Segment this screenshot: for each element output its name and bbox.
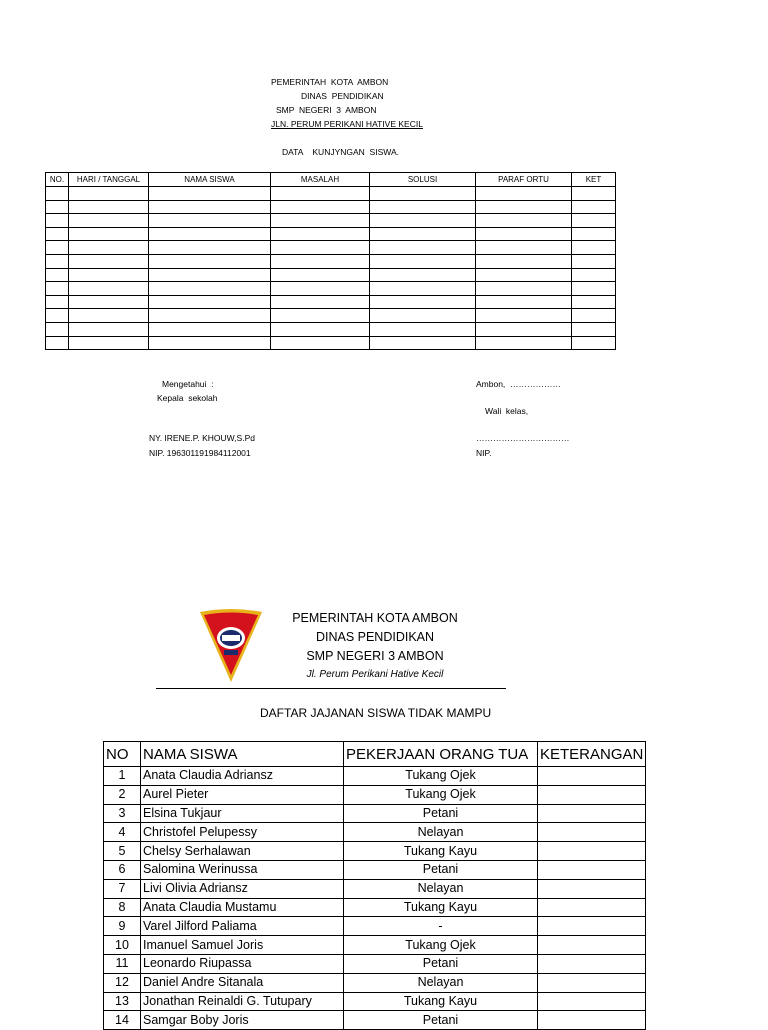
- remarks: [538, 954, 646, 973]
- visit-table-cell: [370, 282, 476, 296]
- table-row: [104, 842, 646, 861]
- visit-table-cell: [572, 254, 616, 268]
- visit-table-cell: [271, 295, 370, 309]
- remarks: [538, 785, 646, 804]
- visit-table-cell: [476, 282, 572, 296]
- student-name: Anata Claudia Mustamu: [141, 898, 344, 917]
- visit-table-cell: [46, 295, 69, 309]
- visit-table-cell: [572, 295, 616, 309]
- visit-table-cell: [46, 254, 69, 268]
- visit-table-cell: [572, 309, 616, 323]
- student-name: Jonathan Reinaldi G. Tutupary: [141, 992, 344, 1011]
- visit-table-cell: [46, 241, 69, 255]
- visit-table-cell: [271, 309, 370, 323]
- visit-table-row: [46, 200, 616, 214]
- visit-table-cell: [149, 241, 271, 255]
- visit-table-cell: [370, 241, 476, 255]
- col-parent-sign: PARAF ORTU: [476, 173, 572, 187]
- visit-table-cell: [271, 200, 370, 214]
- row-number: 9: [104, 917, 141, 936]
- parent-job: Petani: [344, 804, 538, 823]
- row-number: 3: [104, 804, 141, 823]
- student-name: Salomina Werinussa: [141, 860, 344, 879]
- visit-table-cell: [149, 254, 271, 268]
- visit-table-cell: [476, 309, 572, 323]
- visit-table-row: [46, 309, 616, 323]
- letterhead-line2: DINAS PENDIDIKAN: [301, 91, 384, 101]
- student-name: Aurel Pieter: [141, 785, 344, 804]
- row-number: 14: [104, 1011, 141, 1030]
- visit-table-cell: [69, 187, 149, 201]
- student-name: Anata Claudia Adriansz: [141, 767, 344, 786]
- homeroom-name: ……………………………: [476, 433, 570, 443]
- table-row: [104, 973, 646, 992]
- visit-table-cell: [572, 187, 616, 201]
- visit-table-cell: [271, 254, 370, 268]
- parent-job: Nelayan: [344, 823, 538, 842]
- visit-table-row: [46, 282, 616, 296]
- col-problem: MASALAH: [271, 173, 370, 187]
- visit-table-cell: [370, 214, 476, 228]
- row-number: 12: [104, 973, 141, 992]
- visit-table-row: [46, 187, 616, 201]
- student-name: Leonardo Riupassa: [141, 954, 344, 973]
- parent-job: Petani: [344, 860, 538, 879]
- table-row: [104, 1011, 646, 1030]
- remarks: [538, 898, 646, 917]
- student-name: Christofel Pelupessy: [141, 823, 344, 842]
- visit-table-cell: [572, 282, 616, 296]
- visit-table-cell: [149, 295, 271, 309]
- remarks: [538, 992, 646, 1011]
- visit-table-cell: [476, 187, 572, 201]
- letterhead-line3: SMP NEGERI 3 AMBON: [276, 105, 377, 115]
- remarks: [538, 879, 646, 898]
- parent-job: Tukang Ojek: [344, 936, 538, 955]
- visit-table-cell: [69, 336, 149, 350]
- table-row: [104, 954, 646, 973]
- student-name: Varel Jilford Paliama: [141, 917, 344, 936]
- visit-table-cell: [572, 227, 616, 241]
- col-date: HARI / TANGGAL: [69, 173, 149, 187]
- visit-table-cell: [572, 214, 616, 228]
- remarks: [538, 767, 646, 786]
- col-no: NO.: [46, 173, 69, 187]
- letterhead-divider: [156, 688, 506, 689]
- visit-table-cell: [149, 227, 271, 241]
- visit-table-cell: [46, 200, 69, 214]
- visit-table-cell: [46, 268, 69, 282]
- parent-job: Nelayan: [344, 973, 538, 992]
- parent-job: -: [344, 917, 538, 936]
- visit-table-cell: [271, 268, 370, 282]
- visit-table-cell: [370, 254, 476, 268]
- table-row: [104, 767, 646, 786]
- visit-table-cell: [149, 200, 271, 214]
- col-remarks: KETERANGAN: [538, 742, 646, 767]
- visit-table-cell: [370, 187, 476, 201]
- col-no: NO: [104, 742, 141, 767]
- parent-job: Nelayan: [344, 879, 538, 898]
- visit-table-row: [46, 227, 616, 241]
- visit-table-cell: [149, 282, 271, 296]
- letterhead-address: JLN. PERUM PERIKANI HATIVE KECIL: [271, 119, 423, 129]
- table-row: [104, 898, 646, 917]
- letterhead2-line1: PEMERINTAH KOTA AMBON: [292, 611, 458, 625]
- col-solution: SOLUSI: [370, 173, 476, 187]
- remarks: [538, 842, 646, 861]
- student-list-table: [103, 741, 646, 1030]
- table-row: [104, 992, 646, 1011]
- row-number: 10: [104, 936, 141, 955]
- parent-job: Tukang Kayu: [344, 898, 538, 917]
- col-note: KET: [572, 173, 616, 187]
- student-name: Livi Olivia Adriansz: [141, 879, 344, 898]
- visit-table-cell: [69, 268, 149, 282]
- list-title: DAFTAR JAJANAN SISWA TIDAK MAMPU: [260, 706, 492, 720]
- visit-table-cell: [476, 322, 572, 336]
- row-number: 2: [104, 785, 141, 804]
- visit-table-cell: [271, 187, 370, 201]
- student-name: Chelsy Serhalawan: [141, 842, 344, 861]
- remarks: [538, 936, 646, 955]
- visit-table-cell: [271, 282, 370, 296]
- visit-table-cell: [271, 227, 370, 241]
- visit-table-cell: [69, 309, 149, 323]
- visit-table: [45, 172, 616, 350]
- visit-table-cell: [149, 336, 271, 350]
- visit-table-cell: [149, 214, 271, 228]
- col-student-name: NAMA SISWA: [141, 742, 344, 767]
- visit-table-row: [46, 336, 616, 350]
- known-label: Mengetahui :: [162, 379, 214, 389]
- visit-table-row: [46, 254, 616, 268]
- head-name: NY. IRENE.P. KHOUW,S.Pd: [149, 433, 255, 443]
- remarks: [538, 823, 646, 842]
- remarks: [538, 917, 646, 936]
- visit-table-cell: [149, 309, 271, 323]
- visit-table-cell: [69, 227, 149, 241]
- visit-table-cell: [476, 214, 572, 228]
- visit-table-cell: [476, 227, 572, 241]
- letterhead2-line3: SMP NEGERI 3 AMBON: [306, 649, 444, 663]
- visit-table-row: [46, 322, 616, 336]
- visit-table-cell: [370, 309, 476, 323]
- visit-table-cell: [271, 336, 370, 350]
- parent-job: Tukang Kayu: [344, 842, 538, 861]
- parent-job: Tukang Ojek: [344, 785, 538, 804]
- visit-title: DATA KUNJYNGAN SISWA.: [282, 147, 399, 157]
- row-number: 4: [104, 823, 141, 842]
- school-emblem-logo: [198, 608, 264, 684]
- visit-table-cell: [46, 282, 69, 296]
- row-number: 7: [104, 879, 141, 898]
- letterhead2-address: Jl. Perum Perikani Hative Kecil: [306, 669, 444, 680]
- visit-table-cell: [69, 322, 149, 336]
- row-number: 5: [104, 842, 141, 861]
- table-row: [104, 879, 646, 898]
- student-name: Samgar Boby Joris: [141, 1011, 344, 1030]
- visit-table-cell: [69, 295, 149, 309]
- visit-table-cell: [370, 295, 476, 309]
- parent-job: Tukang Kayu: [344, 992, 538, 1011]
- row-number: 8: [104, 898, 141, 917]
- visit-table-row: [46, 214, 616, 228]
- table-row: [104, 785, 646, 804]
- place-date: Ambon, ………………: [476, 379, 562, 389]
- table-row: [104, 804, 646, 823]
- visit-table-cell: [46, 309, 69, 323]
- visit-table-cell: [46, 336, 69, 350]
- visit-table-cell: [370, 268, 476, 282]
- head-nip: NIP. 196301191984112001: [149, 448, 251, 458]
- visit-table-row: [46, 241, 616, 255]
- remarks: [538, 804, 646, 823]
- visit-table-cell: [46, 214, 69, 228]
- visit-table-cell: [572, 268, 616, 282]
- visit-table-cell: [476, 254, 572, 268]
- student-name: Elsina Tukjaur: [141, 804, 344, 823]
- visit-table-cell: [370, 322, 476, 336]
- table-row: [104, 823, 646, 842]
- visit-table-header: [46, 173, 616, 187]
- letterhead2-line2: DINAS PENDIDIKAN: [315, 630, 435, 644]
- visit-table-row: [46, 268, 616, 282]
- visit-table-cell: [476, 241, 572, 255]
- letterhead-line1: PEMERINTAH KOTA AMBON: [271, 77, 389, 87]
- visit-table-cell: [370, 200, 476, 214]
- row-number: 1: [104, 767, 141, 786]
- remarks: [538, 1011, 646, 1030]
- col-student-name: NAMA SISWA: [149, 173, 271, 187]
- visit-table-cell: [149, 268, 271, 282]
- parent-job: Petani: [344, 1011, 538, 1030]
- visit-table-cell: [69, 241, 149, 255]
- table-row: [104, 860, 646, 879]
- visit-table-cell: [572, 241, 616, 255]
- student-name: Daniel Andre Sitanala: [141, 973, 344, 992]
- parent-job: Petani: [344, 954, 538, 973]
- visit-table-cell: [370, 227, 476, 241]
- visit-table-cell: [476, 295, 572, 309]
- student-name: Imanuel Samuel Joris: [141, 936, 344, 955]
- col-parent-job: PEKERJAAN ORANG TUA: [344, 742, 538, 767]
- student-list-header: [104, 742, 646, 767]
- table-row: [104, 917, 646, 936]
- parent-job: Tukang Ojek: [344, 767, 538, 786]
- visit-table-cell: [69, 200, 149, 214]
- row-number: 6: [104, 860, 141, 879]
- visit-table-cell: [572, 322, 616, 336]
- visit-table-cell: [476, 200, 572, 214]
- visit-table-cell: [572, 200, 616, 214]
- remarks: [538, 860, 646, 879]
- visit-table-cell: [149, 187, 271, 201]
- visit-table-cell: [46, 187, 69, 201]
- visit-table-cell: [271, 322, 370, 336]
- visit-table-cell: [149, 322, 271, 336]
- row-number: 13: [104, 992, 141, 1011]
- visit-table-cell: [46, 227, 69, 241]
- visit-table-cell: [69, 214, 149, 228]
- row-number: 11: [104, 954, 141, 973]
- visit-table-cell: [69, 282, 149, 296]
- visit-table-cell: [370, 336, 476, 350]
- head-label: Kepala sekolah: [157, 393, 218, 403]
- visit-table-cell: [69, 254, 149, 268]
- table-row: [104, 936, 646, 955]
- visit-table-cell: [572, 336, 616, 350]
- visit-table-cell: [476, 336, 572, 350]
- visit-table-row: [46, 295, 616, 309]
- visit-table-cell: [271, 214, 370, 228]
- visit-table-cell: [271, 241, 370, 255]
- visit-table-cell: [46, 322, 69, 336]
- homeroom-label: Wali kelas,: [485, 406, 529, 416]
- homeroom-nip: NIP.: [476, 448, 492, 458]
- visit-table-cell: [476, 268, 572, 282]
- remarks: [538, 973, 646, 992]
